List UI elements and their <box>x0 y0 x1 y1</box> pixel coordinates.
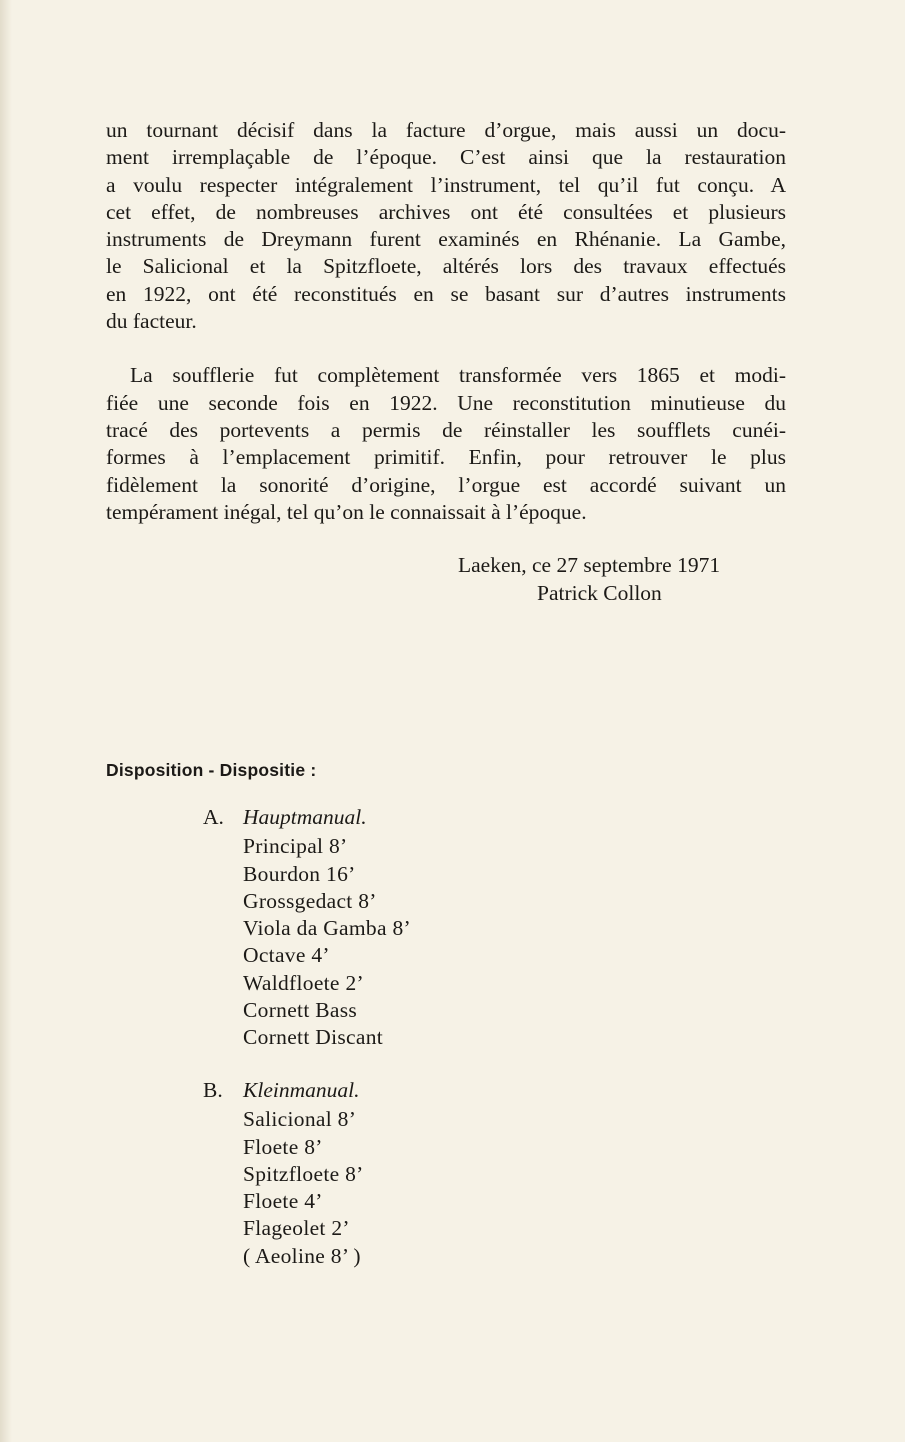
page-edge-shadow <box>0 0 12 1442</box>
stop-item: ( Aeoline 8’ ) <box>243 1243 361 1268</box>
text-line: fiée une seconde fois en 1922. Une reconstitution minutieuse du <box>106 390 786 415</box>
stop-item: Floete 8’ <box>243 1134 323 1159</box>
stop-item: Octave 4’ <box>243 943 330 968</box>
stop-item: Bourdon 16’ <box>243 861 356 886</box>
stop-item: Grossgedact 8’ <box>243 888 377 913</box>
manual-letter: B. <box>203 1078 223 1102</box>
manual-heading <box>203 1077 364 1104</box>
manual-section-kleinmanual <box>203 1077 364 1270</box>
stop-item: Cornett Discant <box>243 1025 384 1050</box>
stop-item: Floete 4’ <box>243 1189 323 1214</box>
text-line: tempérament inégal, tel qu’on le connaissait à l’époque. <box>106 499 587 524</box>
stop-item: Principal 8’ <box>243 834 348 859</box>
manual-heading <box>203 804 411 831</box>
stop-item: Spitzfloete 8’ <box>243 1161 364 1186</box>
stop-item: Flageolet 2’ <box>243 1216 350 1241</box>
text-line: a voulu respecter intégralement l’instrument, tel qu’il fut conçu. A <box>106 172 786 197</box>
text-line: le Salicional et la Spitzfloete, altérés lors des travaux effectués <box>106 254 786 279</box>
author-name: Patrick Collon <box>537 581 662 605</box>
text-line: instruments de Dreymann furent examinés en Rhénanie. La Gambe, <box>106 227 786 252</box>
text-line: cet effet, de nombreuses archives ont été consultées et plusieurs <box>106 199 786 224</box>
text-line: tracé des portevents a permis de réinstaller les soufflets cunéi- <box>106 417 786 442</box>
text-line: un tournant décisif dans la facture d’orgue, mais aussi un docu- <box>106 118 786 142</box>
text-line: fidèlement la sonorité d’origine, l’orgue est accordé suivant un <box>106 472 786 497</box>
text-line: en 1922, ont été reconstitués en se basant sur d’autres instruments <box>106 281 786 306</box>
stop-item: Cornett Bass <box>243 998 358 1023</box>
disposition-heading: Disposition - Dispositie : <box>106 760 317 780</box>
place-date: Laeken, ce 27 septembre 1971 <box>458 553 721 577</box>
signature-block <box>458 551 720 607</box>
manual-name: Kleinmanual. <box>243 1078 360 1102</box>
manual-section-hauptmanual <box>203 804 411 1052</box>
stop-item: Salicional 8’ <box>243 1107 357 1132</box>
paragraph-soufflerie <box>106 362 786 526</box>
stop-item: Viola da Gamba 8’ <box>243 916 411 941</box>
stop-item: Waldfloete 2’ <box>243 970 364 995</box>
text-line: du facteur. <box>106 309 197 334</box>
manual-letter: A. <box>203 805 224 829</box>
body-text <box>106 117 786 526</box>
stop-list <box>203 1106 364 1270</box>
text-line: ment irremplaçable de l’époque. C’est ainsi que la restauration <box>106 145 786 170</box>
text-line: formes à l’emplacement primitif. Enfin, pour retrouver le plus <box>106 445 786 470</box>
paragraph-restoration <box>106 117 786 335</box>
stop-list <box>203 833 411 1051</box>
text-line: La soufflerie fut complètement transformée vers 1865 et modi- <box>130 363 786 388</box>
manual-name: Hauptmanual. <box>243 805 367 829</box>
